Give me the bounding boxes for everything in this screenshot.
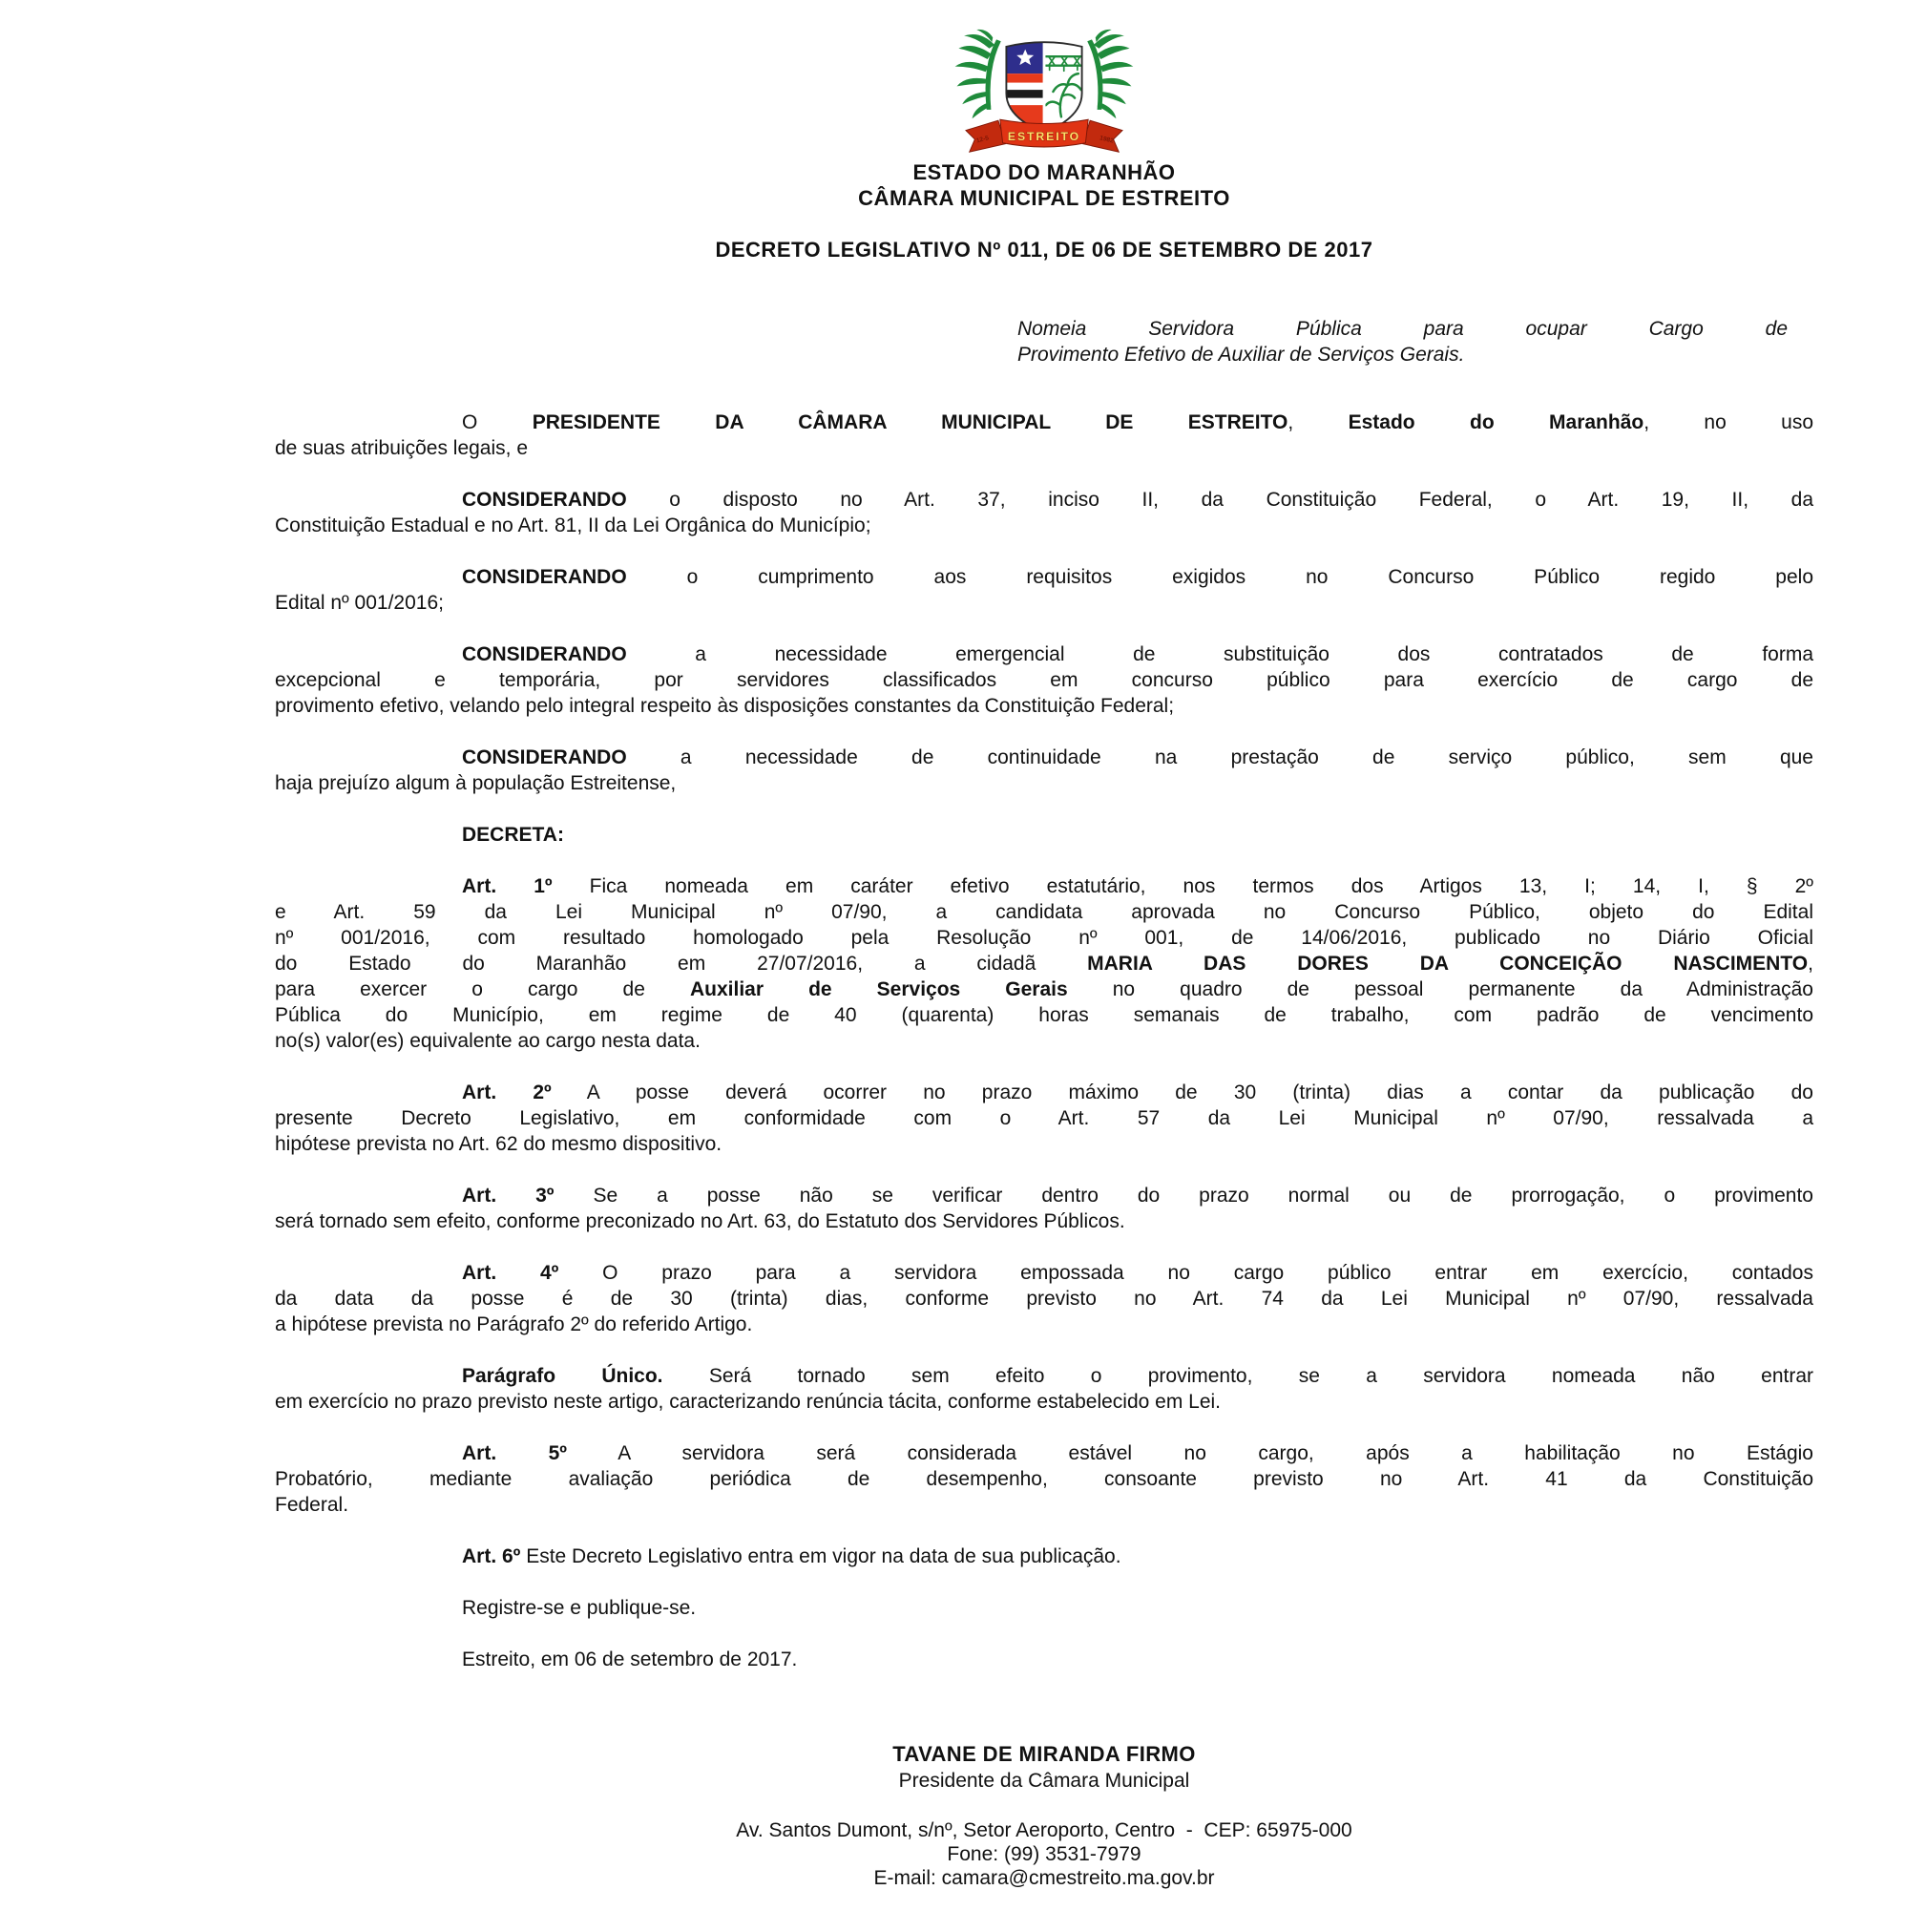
text-line <box>275 1363 1813 1389</box>
text-line <box>275 1466 1813 1492</box>
text-run: haja prejuízo algum à população Estreitense, <box>275 772 677 794</box>
text-line <box>275 641 1813 667</box>
text-run: a hipótese prevista no Parágrafo 2º do referido Artigo. <box>275 1313 753 1335</box>
text-run: excepcional e temporária, por servidores classificados em concurso público para exercício de cargo de <box>275 669 1813 691</box>
text-line <box>275 1440 1813 1466</box>
text-run: , <box>1808 953 1813 975</box>
text-line <box>275 1312 1813 1337</box>
text-line <box>275 1080 1813 1105</box>
text-line <box>275 435 1813 461</box>
text-run: Estreito, em 06 de setembro de 2017. <box>462 1648 798 1670</box>
signature-block <box>275 1740 1813 1794</box>
banner-left-date: 12-5 <box>975 135 990 145</box>
bold-text-run: Art. 1º <box>462 875 553 897</box>
banner-right-date: 1982 <box>1099 135 1115 145</box>
data-local <box>275 1647 1813 1672</box>
text-run: Probatório, mediante avaliação periódica de desempenho, consoante previsto no Art. 41 da Constituição <box>275 1468 1813 1490</box>
text-line <box>275 925 1813 951</box>
text-line <box>275 410 1813 435</box>
text-line <box>275 1544 1813 1569</box>
bold-text-run: Parágrafo Único. <box>462 1365 663 1387</box>
text-line <box>275 745 1813 770</box>
preambulo <box>275 410 1813 461</box>
text-line <box>275 487 1813 513</box>
text-line <box>275 1260 1813 1286</box>
text-run: de suas atribuições legais, e <box>275 437 528 459</box>
text-line <box>275 1595 1813 1621</box>
signer-name: TAVANE DE MIRANDA FIRMO <box>892 1742 1196 1766</box>
text-line <box>275 873 1813 899</box>
document-body <box>275 410 1813 1672</box>
considerando-3 <box>275 641 1813 719</box>
bold-text-run: Art. 2º <box>462 1082 552 1103</box>
text-run: Registre-se e publique-se. <box>462 1597 697 1619</box>
text-run: A posse deverá ocorrer no prazo máximo de 30 (trinta) dias a contar da publicação do <box>551 1082 1813 1103</box>
artigo-4 <box>275 1260 1813 1337</box>
text-line <box>275 667 1813 693</box>
considerando-2 <box>275 564 1813 616</box>
bold-text-run: CONSIDERANDO <box>462 489 627 511</box>
bold-text-run: MARIA DAS DORES DA CONCEIÇÃO NASCIMENTO <box>1087 953 1809 975</box>
bold-text-run: CONSIDERANDO <box>462 746 627 768</box>
text-run: Constituição Estadual e no Art. 81, II da Lei Orgânica do Município; <box>275 514 871 536</box>
artigo-6 <box>275 1544 1813 1569</box>
text-line <box>275 1028 1813 1054</box>
municipal-crest-icon <box>940 29 1148 155</box>
artigo-2 <box>275 1080 1813 1157</box>
registre-se <box>275 1595 1813 1621</box>
ementa <box>1017 316 1788 368</box>
text-line <box>275 693 1813 719</box>
document-content <box>275 0 1813 1890</box>
ementa <box>1017 316 1788 368</box>
bold-text-run: Art. 3º <box>462 1185 555 1207</box>
text-run: Fica nomeada em caráter efetivo estatutário, nos termos dos Artigos 13, I; 14, I, § 2º <box>552 875 1813 897</box>
text-run: Nomeia Servidora Pública para ocupar Cargo de <box>1017 318 1788 340</box>
bold-text-run: DECRETA: <box>462 824 564 846</box>
text-line <box>275 1389 1813 1415</box>
footer-address: Av. Santos Dumont, s/nº, Setor Aeroporto, Centro - CEP: 65975-000 <box>736 1819 1352 1841</box>
text-run: Será tornado sem efeito o provimento, se a servidora nomeada não entrar <box>662 1365 1813 1387</box>
text-run: no quadro de pessoal permanente da Administração <box>1067 978 1813 1000</box>
bold-text-run: Estado do Maranhão <box>1348 411 1644 433</box>
text-line <box>275 1286 1813 1312</box>
text-run: o cumprimento aos requisitos exigidos no Concurso Público regido pelo <box>626 566 1813 588</box>
bold-text-run: CONSIDERANDO <box>462 643 627 665</box>
text-line <box>1017 316 1788 342</box>
bold-text-run: PRESIDENTE DA CÂMARA MUNICIPAL DE ESTREITO <box>532 411 1288 433</box>
text-line <box>275 770 1813 796</box>
signer-role: Presidente da Câmara Municipal <box>898 1770 1190 1792</box>
artigo-3 <box>275 1183 1813 1234</box>
text-line <box>275 590 1813 616</box>
text-run: presente Decreto Legislativo, em conformidade com o Art. 57 da Lei Municipal nº 07/90, ressalvada a <box>275 1107 1813 1129</box>
text-run: A servidora será considerada estável no cargo, após a habilitação no Estágio <box>566 1442 1813 1464</box>
text-line <box>1017 342 1788 368</box>
text-run: no(s) valor(es) equivalente ao cargo nesta data. <box>275 1030 701 1052</box>
footer-email: E-mail: camara@cmestreito.ma.gov.br <box>873 1867 1215 1889</box>
text-run: a necessidade emergencial de substituição dos contratados de forma <box>626 643 1813 665</box>
bold-text-run: Art. 6º <box>462 1545 521 1567</box>
chamber-name: CÂMARA MUNICIPAL DE ESTREITO <box>858 186 1230 210</box>
banner-city-name: ESTREITO <box>1007 129 1081 143</box>
text-line <box>275 1131 1813 1157</box>
decreta <box>275 822 1813 848</box>
paragrafo-unico <box>275 1363 1813 1415</box>
text-line <box>275 899 1813 925</box>
footer <box>275 1818 1813 1890</box>
text-run: para exercer o cargo de <box>275 978 690 1000</box>
text-run: , <box>1287 411 1349 433</box>
text-run: Provimento Efetivo de Auxiliar de Serviços Gerais. <box>1017 344 1465 366</box>
text-run: Se a posse não se verificar dentro do prazo normal ou de prorrogação, o provimento <box>554 1185 1813 1207</box>
considerando-4 <box>275 745 1813 796</box>
text-line <box>275 1105 1813 1131</box>
org-header <box>275 159 1813 211</box>
text-run: Este Decreto Legislativo entra em vigor na data de sua publicação. <box>520 1545 1121 1567</box>
artigo-1 <box>275 873 1813 1054</box>
text-run: do Estado do Maranhão em 27/07/2016, a cidadã <box>275 953 1088 975</box>
text-line <box>275 513 1813 538</box>
text-line <box>275 1647 1813 1672</box>
text-line <box>275 1492 1813 1518</box>
text-run: será tornado sem efeito, conforme preconizado no Art. 63, do Estatuto dos Servidores Públicos. <box>275 1210 1125 1232</box>
text-line <box>275 1002 1813 1028</box>
bold-text-run: Auxiliar de Serviços Gerais <box>689 978 1068 1000</box>
text-run: o disposto no Art. 37, inciso II, da Constituição Federal, o Art. 19, II, da <box>626 489 1813 511</box>
crest-banner-icon <box>966 119 1122 152</box>
document-title: DECRETO LEGISLATIVO Nº 011, DE 06 DE SETEMBRO DE 2017 <box>715 238 1373 262</box>
text-run: Federal. <box>275 1494 349 1516</box>
text-run: Edital nº 001/2016; <box>275 592 444 614</box>
text-line <box>275 822 1813 848</box>
text-run: provimento efetivo, velando pelo integral respeito às disposições constantes da Constituição Federal; <box>275 695 1175 717</box>
bold-text-run: Art. 4º <box>462 1262 559 1284</box>
text-run: nº 001/2016, com resultado homologado pela Resolução nº 001, de 14/06/2016, publicado no Diário Oficial <box>275 927 1813 949</box>
text-run: O prazo para a servidora empossada no cargo público entrar em exercício, contados <box>558 1262 1813 1284</box>
crest-row <box>275 29 1813 155</box>
footer-phone: Fone: (99) 3531-7979 <box>947 1843 1141 1865</box>
text-run: em exercício no prazo previsto neste artigo, caracterizando renúncia tácita, conforme estabelecido em Lei. <box>275 1391 1222 1413</box>
text-run: Pública do Município, em regime de 40 (quarenta) horas semanais de trabalho, com padrão de vencimento <box>275 1004 1813 1026</box>
text-line <box>275 976 1813 1002</box>
text-run: da data da posse é de 30 (trinta) dias, conforme previsto no Art. 74 da Lei Municipal nº 07/90, ressalvada <box>275 1288 1813 1310</box>
bold-text-run: Art. 5º <box>462 1442 567 1464</box>
text-run: hipótese prevista no Art. 62 do mesmo dispositivo. <box>275 1133 722 1155</box>
considerando-1 <box>275 487 1813 538</box>
artigo-5 <box>275 1440 1813 1518</box>
text-line <box>275 1183 1813 1208</box>
text-run: a necessidade de continuidade na prestação de serviço público, sem que <box>626 746 1813 768</box>
text-line <box>275 1208 1813 1234</box>
text-run: , no uso <box>1643 411 1814 433</box>
text-line <box>275 951 1813 976</box>
text-line <box>275 564 1813 590</box>
text-run: e Art. 59 da Lei Municipal nº 07/90, a candidata aprovada no Concurso Público, objeto do Edital <box>275 901 1813 923</box>
text-run: O <box>462 411 533 433</box>
bold-text-run: CONSIDERANDO <box>462 566 627 588</box>
state-name: ESTADO DO MARANHÃO <box>912 160 1176 184</box>
